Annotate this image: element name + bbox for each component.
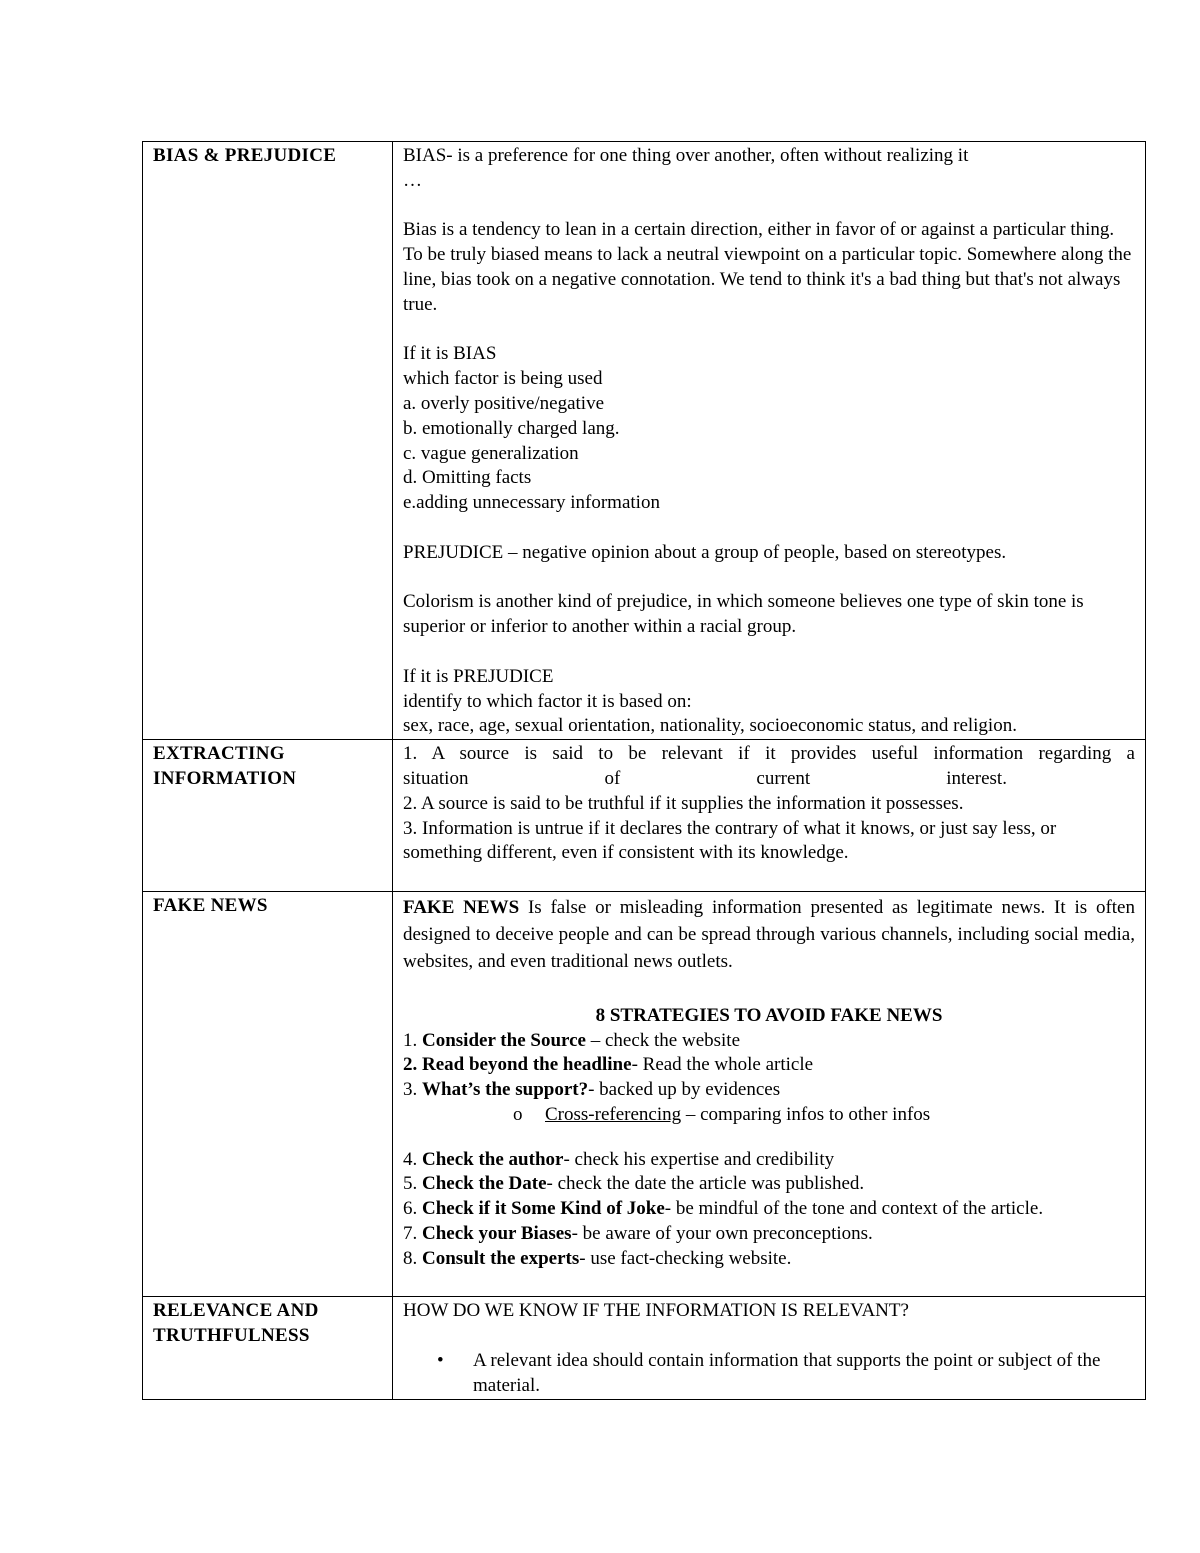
table-row-extracting xyxy=(143,740,1146,892)
strategy-title: Consider the Source xyxy=(422,1029,586,1051)
prejudice-bases: sex, race, age, sexual orientation, nationality, socioeconomic status, and religion. xyxy=(403,715,1017,737)
term-extracting: EXTRACTING INFORMATION xyxy=(143,740,393,892)
strategy-title: Check the author xyxy=(422,1148,564,1170)
desc-fake-news xyxy=(393,891,1146,1297)
strategy-num: 4. xyxy=(403,1148,422,1170)
table-row-fake-news xyxy=(143,891,1146,1297)
if-bias-label: If it is BIAS xyxy=(403,343,497,365)
strategy-text: - be mindful of the tone and context of the article. xyxy=(664,1198,1044,1220)
strategy-item xyxy=(403,1078,1135,1103)
strategy-item xyxy=(403,1172,1135,1197)
strategy-num: 1. xyxy=(403,1029,422,1051)
strategy-text: - use fact-checking website. xyxy=(579,1247,792,1269)
fake-news-intro xyxy=(403,894,1135,975)
strategies-heading: 8 STRATEGIES TO AVOID FAKE NEWS xyxy=(595,1004,943,1026)
which-factor-label: which factor is being used xyxy=(403,368,603,390)
strategy-num: 3. xyxy=(403,1079,422,1101)
desc-extracting xyxy=(393,740,1146,892)
strategy-num: 2 xyxy=(403,1054,413,1076)
strategy-text: – check the website xyxy=(585,1029,741,1051)
notes-table xyxy=(142,141,1146,1400)
strategy-title: Check your Biases xyxy=(422,1223,572,1245)
factor-item: e.adding unnecessary information xyxy=(403,492,660,514)
prejudice-definition: PREJUDICE – negative opinion about a group of people, based on stereotypes. xyxy=(403,541,1007,563)
fake-news-intro-text: Is false or misleading information presented as legitimate news. It is often designed to deceive people and can be spread through various channels, including social media, websites, and even traditional news outlets. xyxy=(403,896,1135,972)
strategy-title: . Read beyond the headline xyxy=(412,1054,632,1076)
factor-item: d. Omitting facts xyxy=(403,467,532,489)
strategy-text: - check his expertise and credibility xyxy=(563,1148,835,1170)
identify-label: identify to which factor it is based on: xyxy=(403,690,692,712)
table-row-bias xyxy=(143,142,1146,740)
fake-news-intro-bold: FAKE NEWS xyxy=(403,896,520,918)
strategy-text: - check the date the article was published. xyxy=(546,1173,865,1195)
extracting-line-1-cont xyxy=(403,767,1135,792)
factor-item: b. emotionally charged lang. xyxy=(403,417,620,439)
strategy-item xyxy=(403,1247,1135,1272)
bullet-item xyxy=(403,1349,1135,1399)
desc-bias xyxy=(393,142,1146,740)
bias-definition: BIAS- is a preference for one thing over another, often without realizing it xyxy=(403,145,969,166)
colorism-paragraph: Colorism is another kind of prejudice, in which someone believes one type of skin tone is superior or inferior to another within a racial group. xyxy=(403,591,1084,638)
factor-item: a. overly positive/negative xyxy=(403,392,605,414)
strategy-text: - backed up by evidences xyxy=(588,1079,781,1101)
factor-item: c. vague generalization xyxy=(403,442,579,464)
bias-ellipsis: … xyxy=(403,169,422,191)
strategy-num: 8. xyxy=(403,1247,422,1269)
desc-relevance xyxy=(393,1297,1146,1399)
strategy-item xyxy=(403,1148,1135,1173)
word: interest. xyxy=(946,767,1007,789)
strategy-text: - Read the whole article xyxy=(631,1054,814,1076)
bullet-icon: • xyxy=(437,1350,444,1372)
extracting-line-2: 2. A source is said to be truthful if it supplies the information it possesses. xyxy=(403,792,964,814)
word: of xyxy=(604,767,621,789)
strategy-title: What’s the support? xyxy=(422,1079,589,1101)
word: situation xyxy=(403,767,469,789)
if-prejudice-label: If it is PREJUDICE xyxy=(403,665,554,687)
strategy-item xyxy=(403,1029,1135,1054)
strategy-num: 7. xyxy=(403,1223,422,1245)
strategy-item xyxy=(403,1222,1135,1247)
sub-bullet-icon: o xyxy=(513,1103,523,1125)
strategy-num: 6. xyxy=(403,1198,422,1220)
strategy-num: 5. xyxy=(403,1173,422,1195)
relevance-question: HOW DO WE KNOW IF THE INFORMATION IS RELEVANT? xyxy=(403,1300,909,1322)
strategy-item xyxy=(403,1053,1135,1078)
strategy-title: Consult the experts xyxy=(422,1247,580,1269)
extracting-line-1 xyxy=(403,742,1135,767)
extracting-line-3: 3. Information is untrue if it declares the contrary of what it knows, or just say less, or something different, even if consistent with its knowledge. xyxy=(403,817,1057,864)
term-relevance: RELEVANCE AND TRUTHFULNESS xyxy=(143,1297,393,1399)
strategy-title: Check the Date xyxy=(422,1173,547,1195)
bullet-text: A relevant idea should contain information that supports the point or subject of the material. xyxy=(473,1350,1101,1396)
sub-item-text: – comparing infos to other infos xyxy=(681,1103,931,1125)
bias-paragraph: Bias is a tendency to lean in a certain direction, either in favor of or against a particular thing. To be truly biased means to lack a neutral viewpoint on a particular topic. Somewhere along the line, bias took on a negative connotation. We tend to think it's a bad thing but that's not always true. xyxy=(403,219,1132,315)
strategy-item xyxy=(403,1197,1135,1222)
sub-item-cross-referencing xyxy=(403,1103,1135,1128)
strategy-text: - be aware of your own preconceptions. xyxy=(571,1223,873,1245)
sub-item-title: Cross-referencing xyxy=(545,1103,682,1125)
strategy-title: Check if it Some Kind of Joke xyxy=(422,1198,665,1220)
extracting-line-1-text: 1. A source is said to be relevant if it provides useful information regarding a xyxy=(403,743,1135,765)
word: current xyxy=(756,767,811,789)
table-row-relevance xyxy=(143,1297,1146,1399)
term-fake-news: FAKE NEWS xyxy=(143,891,393,1297)
term-bias: BIAS & PREJUDICE xyxy=(143,142,393,740)
